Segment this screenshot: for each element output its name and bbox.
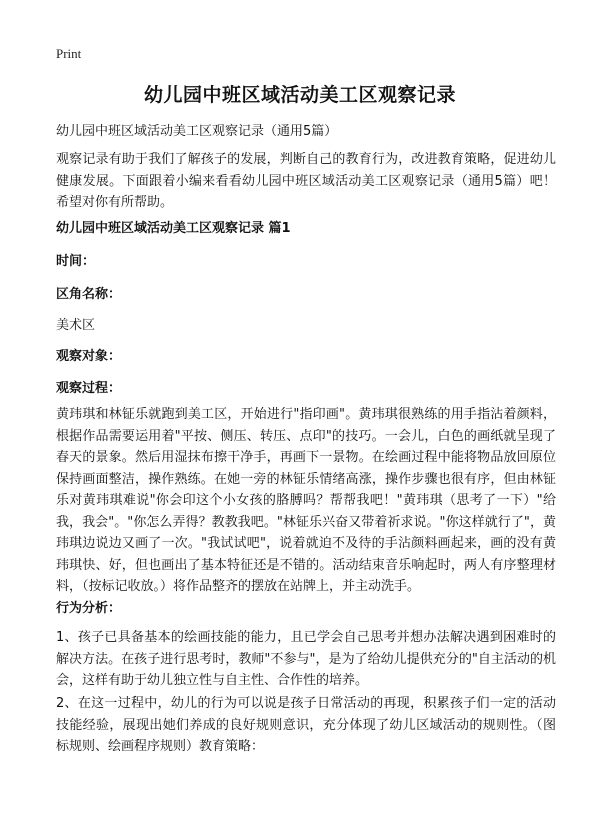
document-title: 幼儿园中班区域活动美工区观察记录 (143, 84, 456, 106)
analysis-paragraph-1: 1、孩子已具备基本的绘画技能的能力，且已学会自己思考并想办法解决遇到困难时的解决方法。在孩子进行思考时，教师"不参与"，是为了给幼儿提供充分的"自主活动的机会，这样有助于幼儿独立性与自主性、合作性的培养。 (56, 630, 556, 688)
analysis-label: 行为分析： (56, 601, 122, 616)
target-label: 观察对象： (56, 349, 122, 364)
area-label: 区角名称： (56, 287, 122, 302)
section-heading: 幼儿园中班区域活动美工区观察记录 篇1 (56, 221, 291, 236)
intro-paragraph: 观察记录有助于我们了解孩子的发展，判断自己的教育行为，改进教育策略，促进幼儿健康发展。下面跟着小编来看看幼儿园中班区域活动美工区观察记录（通用5篇）吧！希望对你有所帮助。 (56, 152, 556, 210)
time-label: 时间： (56, 254, 96, 269)
document-subtitle: 幼儿园中班区域活动美工区观察记录（通用5篇） (56, 124, 338, 139)
analysis-paragraph-2: 2、在这一过程中，幼儿的行为可以说是孩子日常活动的再现，积累孩子们一定的活动技能经验，展现出她们养成的良好规则意识，充分体现了幼儿区域活动的规则性。（图标规则、绘画程序规则）教育策略： (56, 696, 556, 754)
process-paragraph: 黄玮琪和林钲乐就跑到美工区，开始进行"指印画"。黄玮琪很熟练的用手指沾着颜料，根据作品需要运用着"平按、侧压、转压、点印"的技巧。一会儿，白色的画纸就呈现了春天的景象。然后用湿抹布擦干净手，再画下一景物。在绘画过程中能将物品放回原位保持画面整洁，操作熟练。在她一旁的林钲乐情绪高涨，操作步骤也很有序，但由林钲乐对黄玮琪难说"你会印这个小女孩的胳膊吗？帮帮我吧！"黄玮琪（思考了一下）"给我，我会"。"你怎么弄得？教教我吧。"林钲乐兴奋又带着祈求说。"你这样就行了"，黄玮琪边说边又画了一次。"我试试吧"，说着就迫不及待的手沾颜料画起来，画的没有黄玮琪快、好，但也画出了基本特征还是不错的。活动结束音乐响起时，两人有序整理材料，（按标记收放。）将作品整齐的摆放在站牌上，并主动洗手。 (56, 407, 556, 594)
area-value: 美术区 (56, 318, 96, 333)
print-label[interactable]: Print (56, 46, 82, 61)
process-label: 观察过程： (56, 381, 122, 396)
